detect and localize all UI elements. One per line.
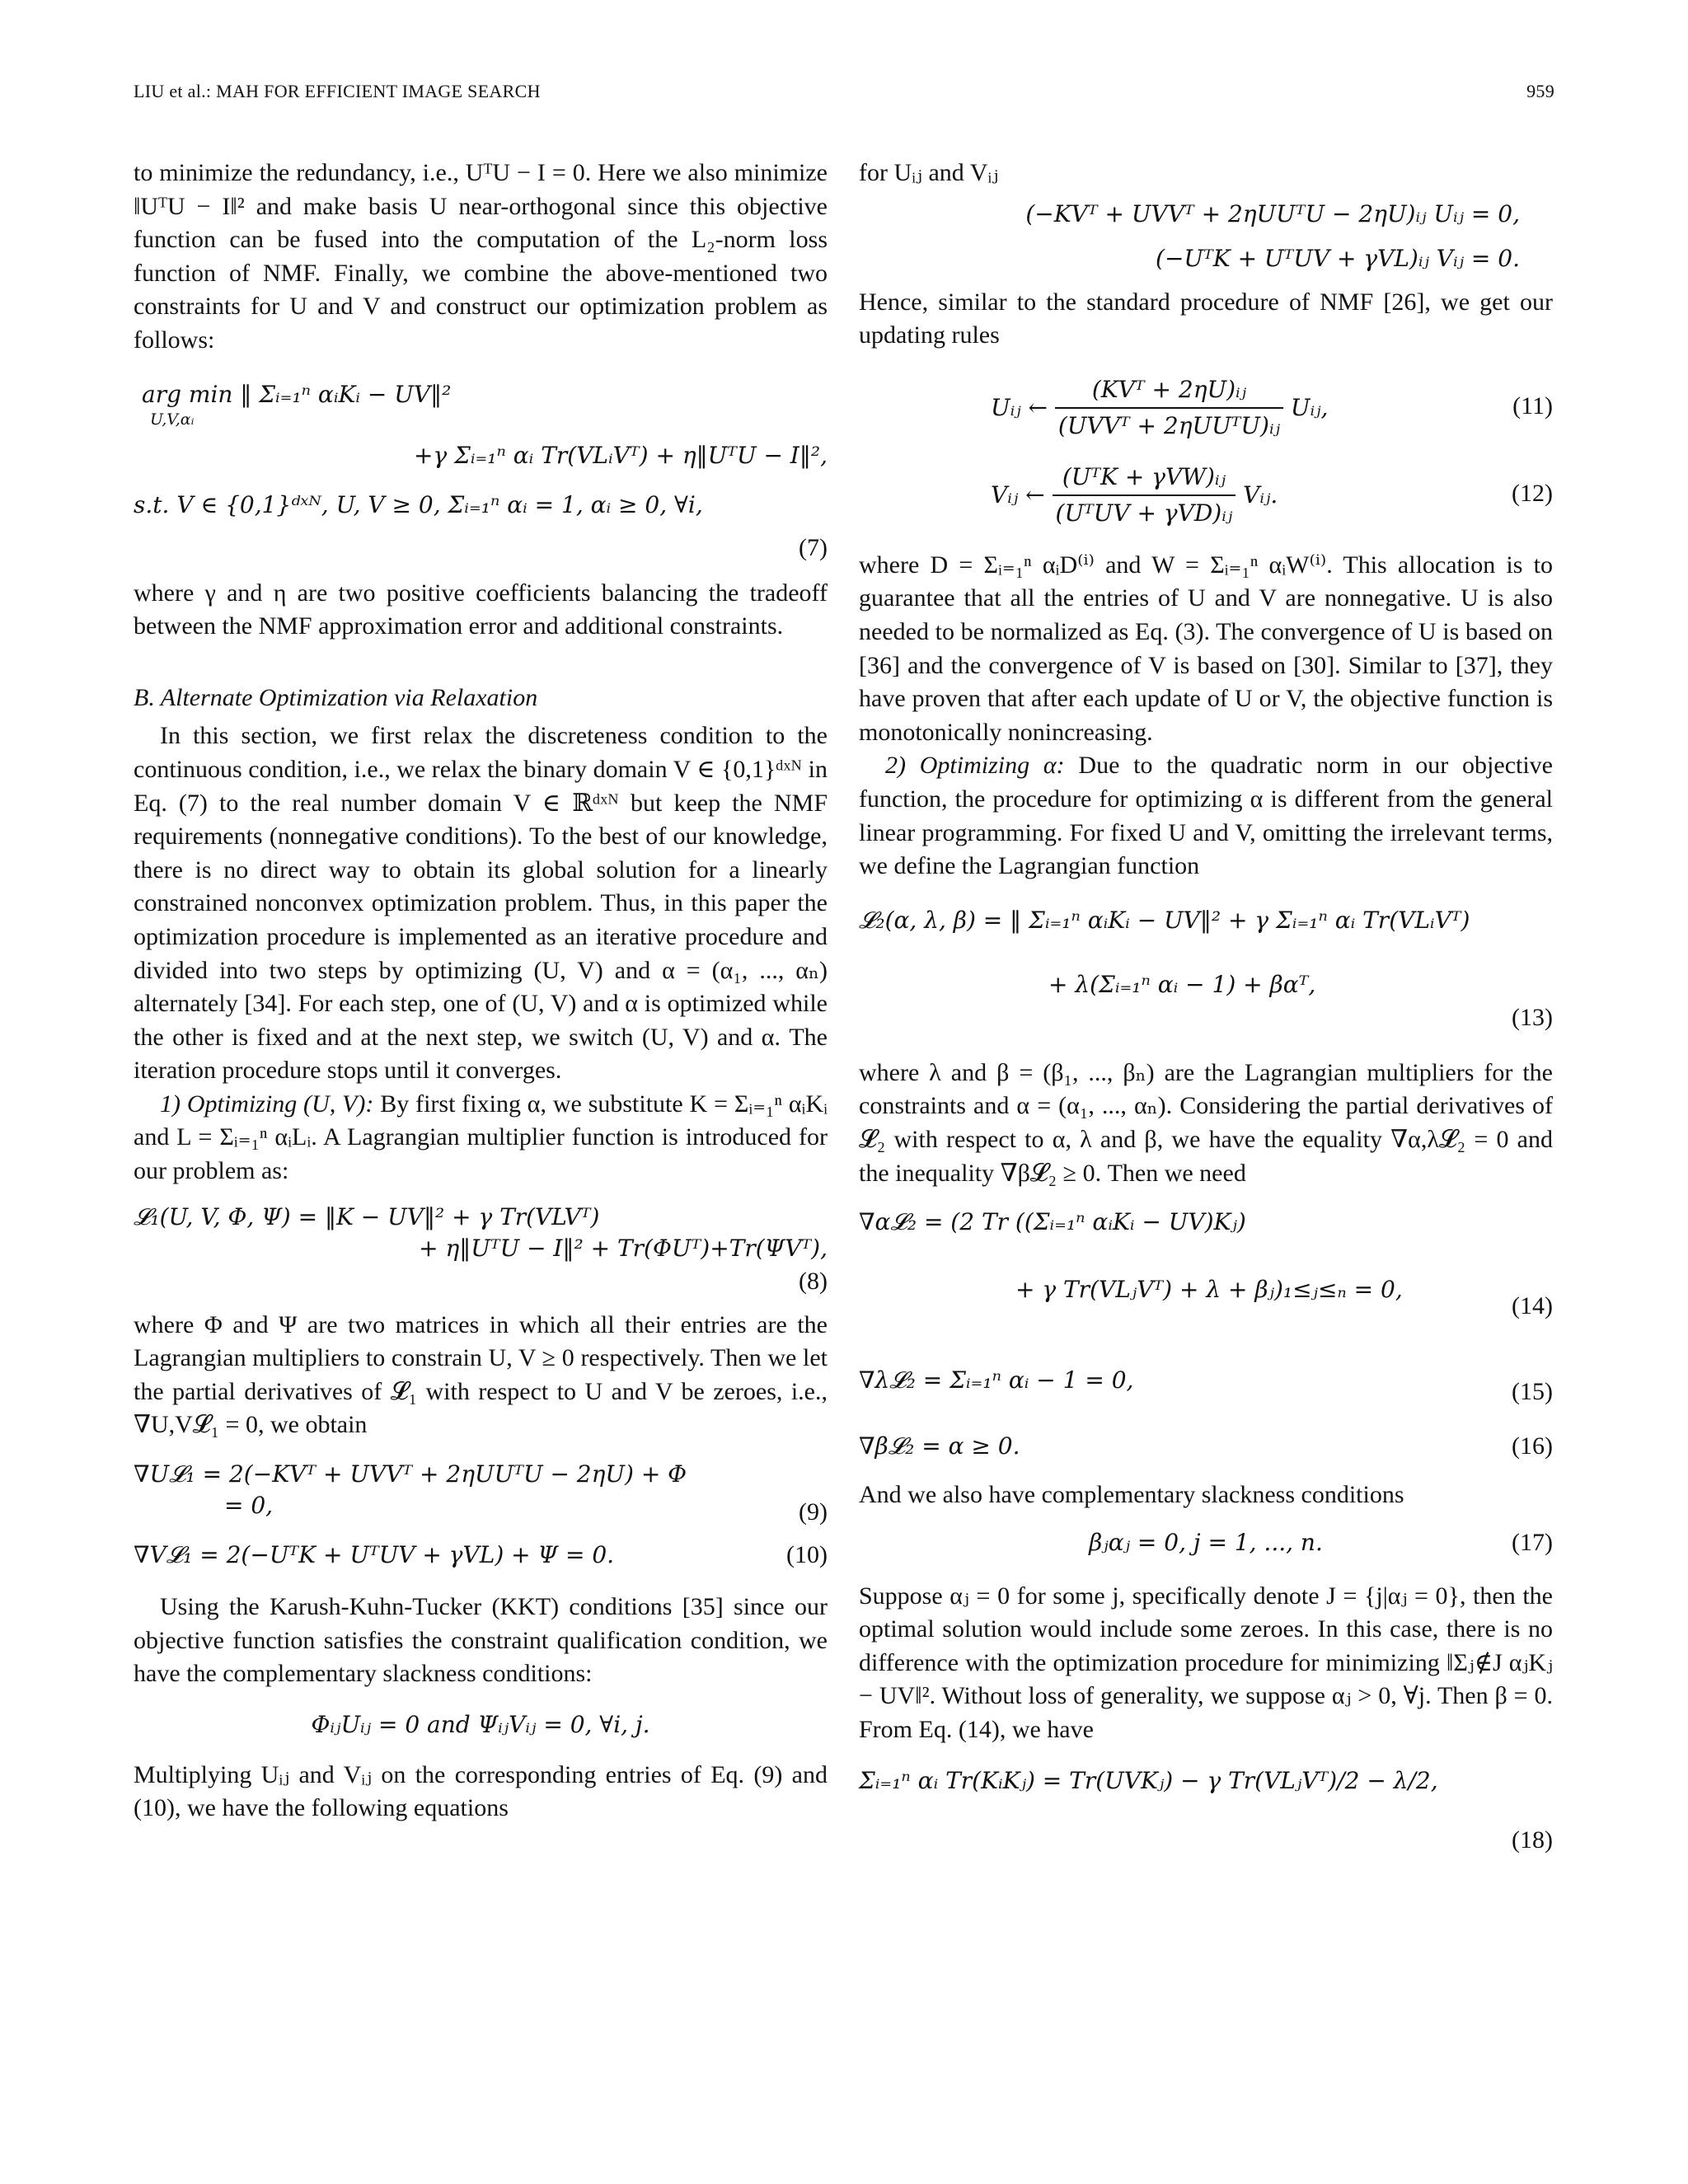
eq10-line: ∇V𝓛₁ = 2(−UᵀK + UᵀUV + γVL) + Ψ = 0. xyxy=(134,1541,615,1569)
eq11-lhs: Uᵢⱼ ← xyxy=(991,393,1048,421)
subsection-heading: 2) Optimizing α: xyxy=(885,752,1065,780)
paragraph: Hence, similar to the standard procedure of NMF [26], we get our updating rules xyxy=(859,288,1553,349)
eq11-number: (11) xyxy=(1512,391,1553,419)
eq9-line-2: = 0, xyxy=(224,1492,274,1520)
subsection-text: By first fixing α, we substitute K = Σᵢ₌₁ⁿ αᵢKᵢ and L = Σᵢ₌₁ⁿ αᵢLᵢ. A Lagrangian multiplier function is introduced for our problem as: xyxy=(134,1090,828,1185)
eq18-number: (18) xyxy=(1512,1825,1553,1854)
eq8-line-1: 𝓛₁(U, V, Φ, Ψ) = ‖K − UV‖² + γ Tr(VLVᵀ) xyxy=(134,1202,600,1230)
equation-9 xyxy=(134,1459,828,1528)
eq14-line-2: + γ Tr(VLⱼVᵀ) + λ + βⱼ)₁≤ⱼ≤ₙ = 0, xyxy=(1015,1276,1403,1304)
eq8-number: (8) xyxy=(799,1267,828,1295)
equation-7 xyxy=(134,379,828,560)
left-column xyxy=(134,157,828,1825)
equation-10 xyxy=(134,1540,828,1576)
eq8-line-2: + η‖UᵀU − I‖² + Tr(ΦUᵀ)+Tr(ΨVᵀ), xyxy=(419,1234,828,1262)
eq17-line: βⱼαⱼ = 0, j = 1, ..., n. xyxy=(1089,1528,1323,1556)
equation-11 xyxy=(859,366,1553,445)
equation-12 xyxy=(859,457,1553,536)
eq12-number: (12) xyxy=(1512,479,1553,507)
eq9-number: (9) xyxy=(799,1498,828,1526)
paragraph: for Uᵢⱼ and Vᵢⱼ xyxy=(859,159,999,186)
eq7-number: (7) xyxy=(799,533,828,561)
eq9-line-1: ∇U𝓛₁ = 2(−KVᵀ + UVVᵀ + 2ηUUᵀU − 2ηU) + Φ xyxy=(134,1460,687,1488)
eq17-number: (17) xyxy=(1512,1528,1553,1556)
eq13-line-2: + λ(Σᵢ₌₁ⁿ αᵢ − 1) + βαᵀ, xyxy=(1048,970,1316,998)
equation-13 xyxy=(859,905,1553,1045)
eq16-line: ∇β𝓛₂ = α ≥ 0. xyxy=(859,1432,1020,1460)
eq7-subscript: U,V,αᵢ xyxy=(150,410,195,429)
running-title: LIU et al.: MAH FOR EFFICIENT IMAGE SEARCH xyxy=(134,81,541,101)
paragraph xyxy=(859,749,1553,883)
eq13-number: (13) xyxy=(1512,1003,1553,1031)
subsection-text: Due to the quadratic norm in our objective function, the procedure for optimizing α is different from the general linear programming. For fixed U and V, omitting the irrelevant terms, we define the Lagrangian function xyxy=(859,752,1553,880)
paragraph: where λ and β = (β₁, ..., βₙ) are the Lagrangian multipliers for the constraints and α = (α₁, ..., αₙ). Considering the partial derivatives of 𝓛₂ with respect to α, λ and β, we have the equality ∇α,λ𝓛₂ = 0 and the inequality ∇β𝓛₂ ≥ 0. Then we need xyxy=(859,1058,1553,1187)
eq18-line: Σᵢ₌₁ⁿ αᵢ Tr(KᵢKⱼ) = Tr(UVKⱼ) − γ Tr(VLⱼVᵀ)/2 − λ/2, xyxy=(859,1766,1438,1794)
eq11-fraction xyxy=(1055,374,1283,442)
subsection-heading: 1) Optimizing (U, V): xyxy=(160,1090,374,1118)
right-column xyxy=(859,157,1553,1868)
eq7-line-1: arg min ‖ Σᵢ₌₁ⁿ αᵢKᵢ − UV‖² xyxy=(142,380,452,408)
page-number: 959 xyxy=(1526,81,1554,101)
equation-17 xyxy=(859,1527,1553,1565)
eq15-line: ∇λ𝓛₂ = Σᵢ₌₁ⁿ αᵢ − 1 = 0, xyxy=(859,1366,1134,1394)
paragraph: where Φ and Ψ are two matrices in which all their entries are the Lagrangian multipliers to constrain U, V ≥ 0 respectively. Then we let the partial derivatives of 𝓛₁ with respect to U and V be zeroes, i.e., ∇U,V𝓛₁ = 0, we obtain xyxy=(134,1310,828,1439)
section-heading: B. Alternate Optimization via Relaxation xyxy=(134,683,538,711)
paragraph: where D = Σᵢ₌₁ⁿ αᵢD⁽ⁱ⁾ and W = Σᵢ₌₁ⁿ αᵢW⁽ⁱ⁾. This allocation is to guarantee that all the entries of U and V are nonnegative. U is also needed to be normalized as Eq. (3). The convergence of U is based on [36] and the convergence of V is based on [30]. Similar to [37], they have proven that after each update of U or V, the objective function is monotonically nonincreasing. xyxy=(859,551,1553,746)
eq11-numerator: (KVᵀ + 2ηU)ᵢⱼ xyxy=(1055,374,1283,409)
equation-update-conditions xyxy=(859,199,1553,274)
eq-kkt-line: ΦᵢⱼUᵢⱼ = 0 and ΨᵢⱼVᵢⱼ = 0, ∀i, j. xyxy=(311,1710,650,1738)
eq7-line-3: s.t. V ∈ {0,1}ᵈˣᴺ, U, V ≥ 0, Σᵢ₌₁ⁿ αᵢ = 1, αᵢ ≥ 0, ∀i, xyxy=(134,490,703,518)
eq13-line-1: 𝓛₂(α, λ, β) = ‖ Σᵢ₌₁ⁿ αᵢKᵢ − UV‖² + γ Σᵢ₌₁ⁿ αᵢ Tr(VLᵢVᵀ) xyxy=(859,906,1470,934)
eq12-numerator: (UᵀK + γVW)ᵢⱼ xyxy=(1053,462,1236,496)
paragraph: In this section, we first relax the discreteness condition to the continuous condition, i.e., we relax the binary domain V ∈ {0,1}ᵈˣᴺ in Eq. (7) to the real number domain V ∈ ℝᵈˣᴺ but keep the NMF requirements (nonnegative conditions). To the best of our knowledge, there is no direct way to obtain its global solution for a linearly constrained nonconvex optimization problem. Thus, in this paper the optimization procedure is implemented as an iterative procedure and divided into two steps by optimizing (U, V) and α = (α₁, ..., αₙ) alternately [34]. For each step, one of (U, V) and α is optimized while the other is fixed and at the next step, we switch (U, V) and α. The iteration procedure stops until it converges. xyxy=(134,722,828,1085)
eq-v-condition: (−UᵀK + UᵀUV + γVL)ᵢⱼ Vᵢⱼ = 0. xyxy=(1156,244,1520,272)
equation-15 xyxy=(859,1365,1553,1419)
equation-16 xyxy=(859,1431,1553,1467)
paragraph: Multiplying Uᵢⱼ and Vᵢⱼ on the corresponding entries of Eq. (9) and (10), we have the following equations xyxy=(134,1760,828,1822)
paragraph: And we also have complementary slackness conditions xyxy=(859,1481,1404,1509)
equation-kkt xyxy=(134,1709,828,1741)
paragraph: to minimize the redundancy, i.e., UᵀU − I = 0. Here we also minimize ‖UᵀU − I‖² and make basis U near-orthogonal since this objective function can be fused into the computation of the L₂-norm loss function of NMF. Finally, we combine the above-mentioned two constraints for U and V and construct our optimization problem as follows: xyxy=(134,159,828,354)
eq14-number: (14) xyxy=(1512,1292,1553,1320)
eq12-lhs: Vᵢⱼ ← xyxy=(991,480,1045,509)
paragraph: where γ and η are two positive coefficients balancing the tradeoff between the NMF approximation error and additional constraints. xyxy=(134,579,828,640)
eq16-number: (16) xyxy=(1512,1432,1553,1460)
eq11-denominator: (UVVᵀ + 2ηUUᵀU)ᵢⱼ xyxy=(1057,411,1280,439)
eq14-line-1: ∇α𝓛₂ = (2 Tr ((Σᵢ₌₁ⁿ αᵢKᵢ − UV)Kⱼ) xyxy=(859,1208,1246,1236)
eq7-line-2: +γ Σᵢ₌₁ⁿ αᵢ Tr(VLᵢVᵀ) + η‖UᵀU − I‖², xyxy=(414,441,828,469)
equation-8 xyxy=(134,1202,828,1297)
eq15-number: (15) xyxy=(1512,1378,1553,1406)
eq12-tail: Vᵢⱼ. xyxy=(1243,480,1278,509)
eq10-number: (10) xyxy=(786,1541,828,1569)
paragraph: Using the Karush-Kuhn-Tucker (KKT) conditions [35] since our objective function satisfies the constraint qualification condition, we have the complementary slackness conditions: xyxy=(134,1593,828,1688)
paragraph: Suppose αⱼ = 0 for some j, specifically denote J = {j|αⱼ = 0}, then the optimal solution would include some zeroes. In this case, there is no difference with the optimization procedure for minimizing ‖Σⱼ∉J αⱼKⱼ − UV‖². Without loss of generality, we suppose αⱼ > 0, ∀j. Then β = 0. From Eq. (14), we have xyxy=(859,1582,1553,1744)
eq12-denominator: (UᵀUV + γVD)ᵢⱼ xyxy=(1055,499,1233,527)
equation-14 xyxy=(859,1207,1553,1353)
equation-18 xyxy=(859,1765,1553,1856)
paragraph xyxy=(134,1088,828,1188)
eq12-fraction xyxy=(1053,462,1236,529)
eq11-tail: Uᵢⱼ, xyxy=(1290,393,1329,421)
eq-u-condition: (−KVᵀ + UVVᵀ + 2ηUUᵀU − 2ηU)ᵢⱼ Uᵢⱼ = 0, xyxy=(1025,199,1520,227)
